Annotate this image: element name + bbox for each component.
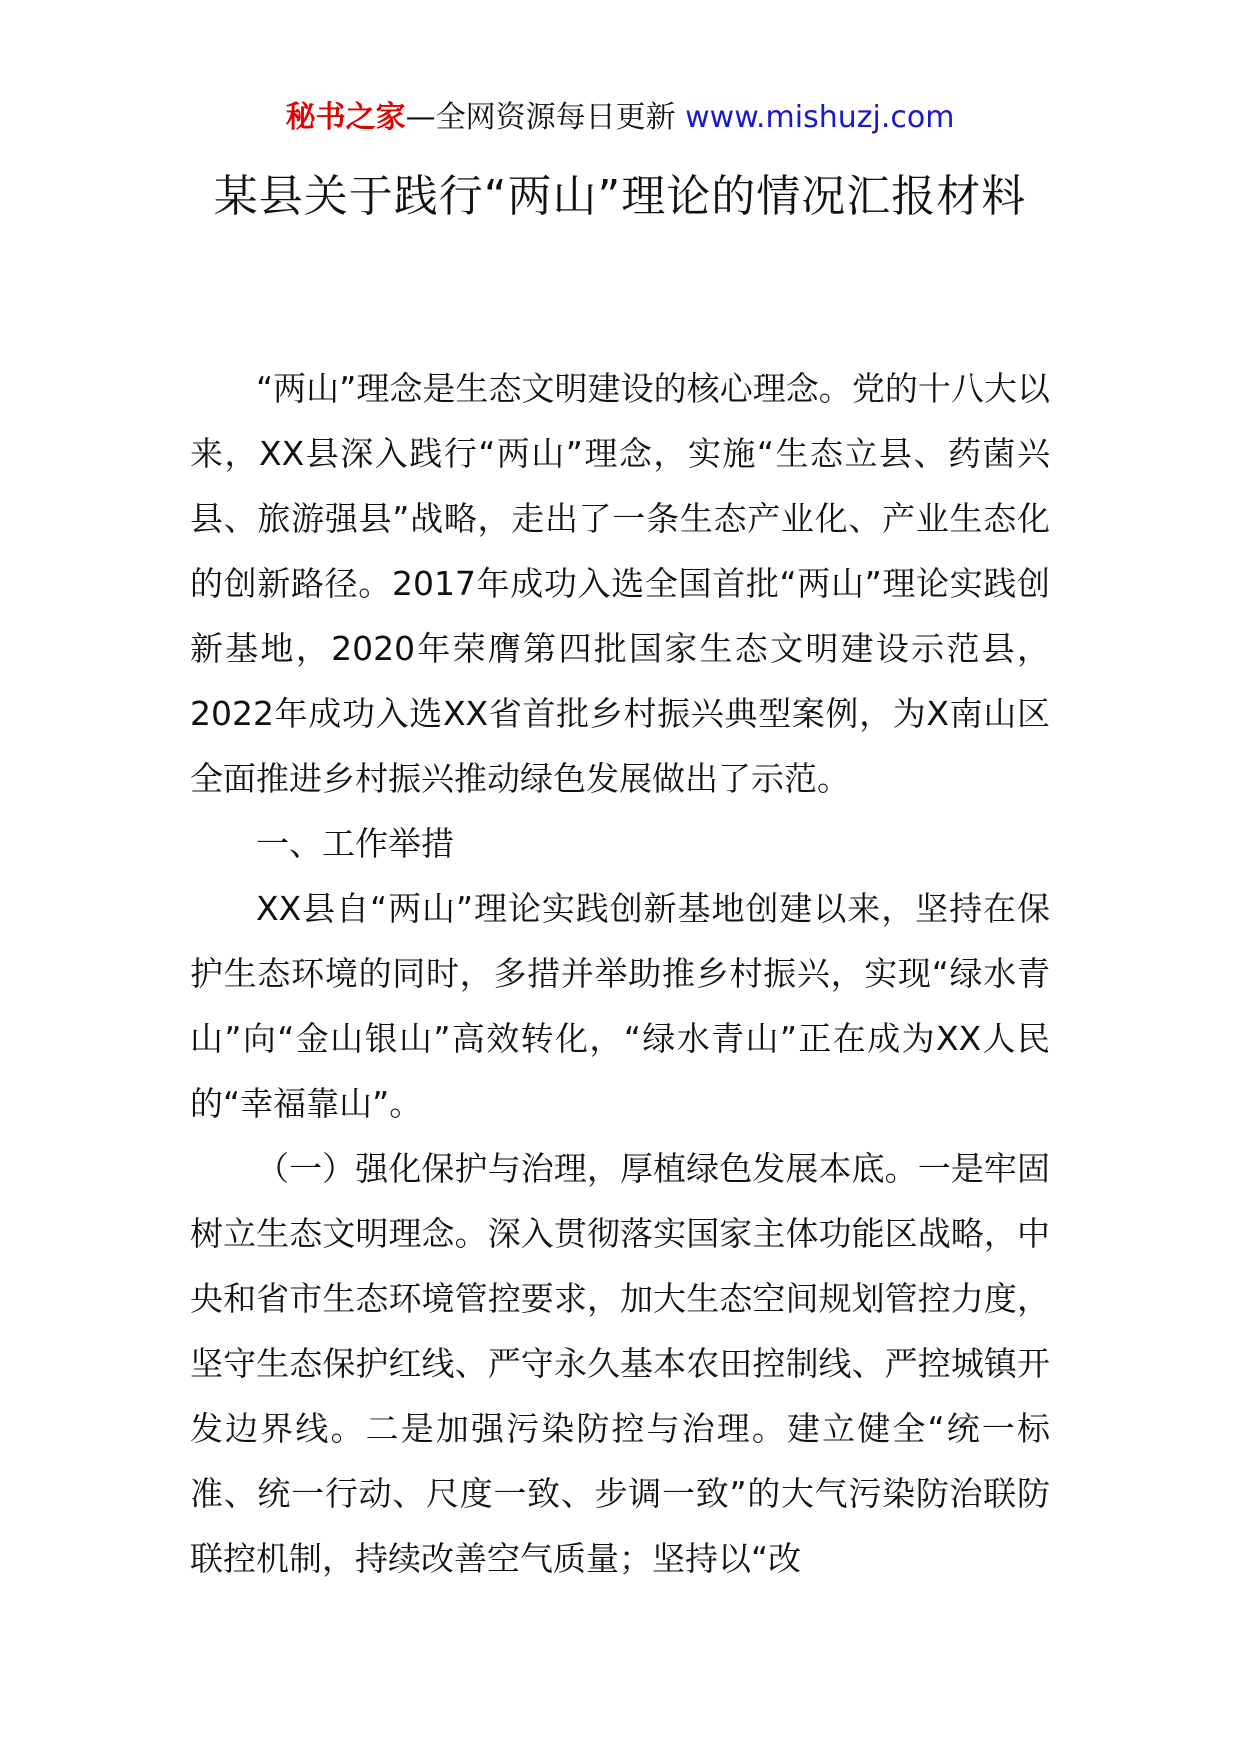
document-title: 某县关于践行“两山”理论的情况汇报材料 (213, 171, 1027, 222)
paragraph-measure-1: （一）强化保护与治理，厚植绿色发展本底。一是牢固树立生态文明理念。深入贯彻落实国家主体功能区战略，中央和省市生态环境管控要求，加大生态空间规划管控力度，坚守生态保护红线、严守永久基本农田控制线、严控城镇开发边界线。二是加强污染防控与治理。建立健全“统一标准、统一行动、尺度一致、步调一致”的大气污染防治联防联控机制，持续改善空气质量；坚持以“改 (190, 1149, 1050, 1578)
banner-tagline: —全网资源每日更新 (405, 100, 686, 135)
document-body (190, 356, 1050, 1591)
section-heading: 一、工作举措 (256, 824, 454, 863)
site-banner (0, 98, 1240, 138)
paragraph-intro: “两山”理念是生态文明建设的核心理念。党的十八大以来，XX县深入践行“两山”理念，实施“生态立县、药菌兴县、旅游强县”战略，走出了一条生态产业化、产业生态化的创新路径。2017年成功入选全国首批“两山”理论实践创新基地，2020年荣膺第四批国家生态文明建设示范县，2022年成功入选XX省首批乡村振兴典型案例，为X南山区全面推进乡村振兴推动绿色发展做出了示范。 (190, 369, 1050, 798)
paragraph-overview: XX县自“两山”理论实践创新基地创建以来，坚持在保护生态环境的同时，多措并举助推乡村振兴，实现“绿水青山”向“金山银山”高效转化，“绿水青山”正在成为XX人民的“幸福靠山”。 (190, 889, 1050, 1123)
brand-name: 秘书之家 (285, 100, 406, 135)
site-url-link[interactable]: www.mishuzj.com (685, 100, 955, 135)
